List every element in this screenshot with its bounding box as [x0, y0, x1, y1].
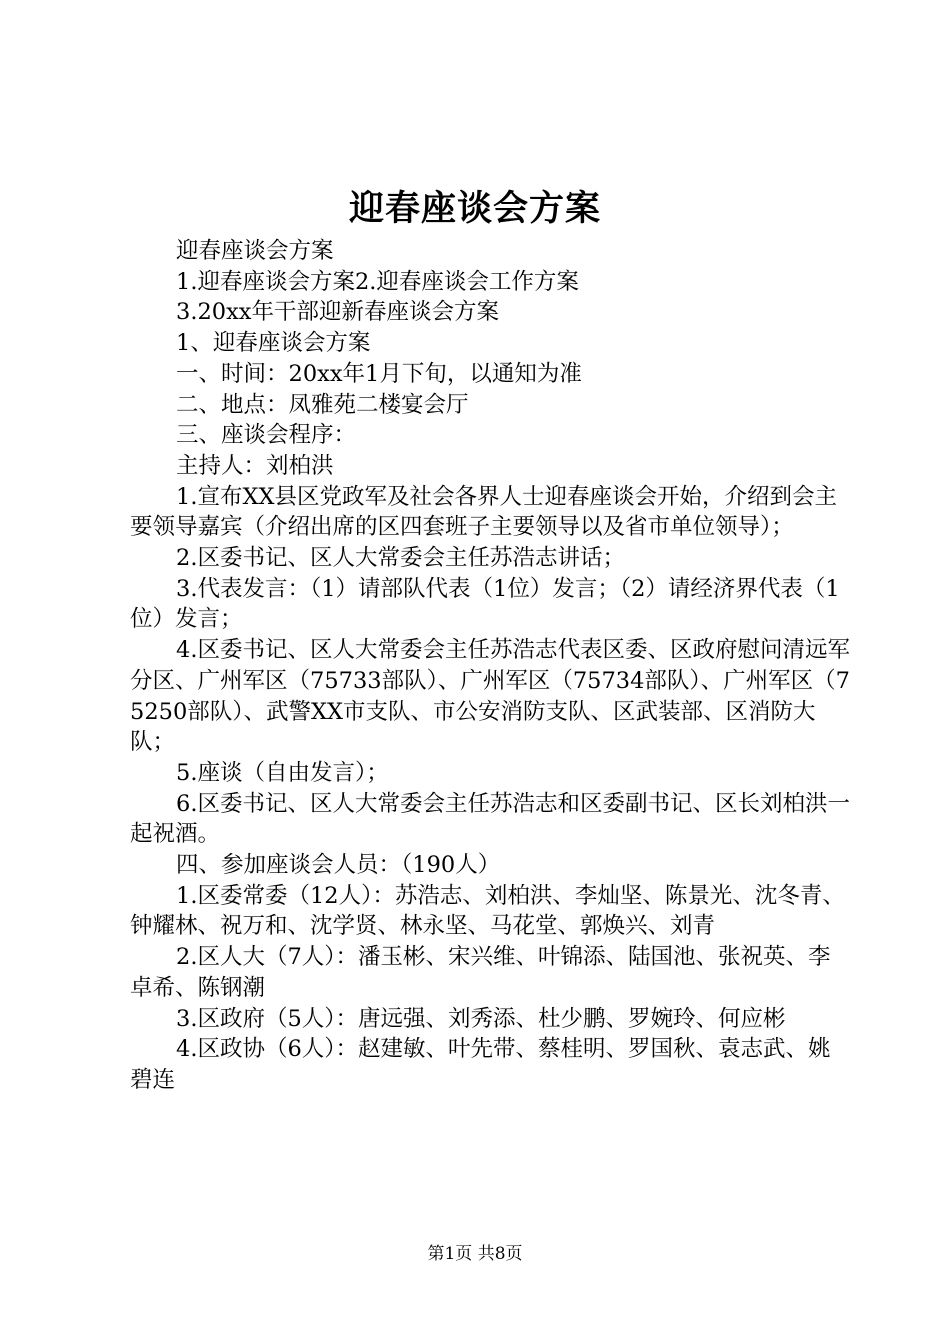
document-title: 迎春座谈会方案: [348, 188, 601, 229]
paragraph: 3.区政府（5人）：唐远强、刘秀添、杜少鹏、罗婉玲、何应彬: [176, 1005, 786, 1032]
paragraph: 二、地点：凤雅苑二楼宴会厅: [176, 391, 469, 418]
paragraph: 5.座谈（自由发言）；: [176, 759, 389, 786]
paragraph: 6.区委书记、区人大常委会主任苏浩志和区委副书记、区长刘柏洪一起祝酒。: [130, 790, 850, 848]
paragraph: 4.区委书记、区人大常委会主任苏浩志代表区委、区政府慰问清远军分区、广州军区（75733部队）、广州军区（75734部队）、广州军区（75250部队）、武警XX市支队、市公安消防支队、区武装部、区消防大队；: [130, 637, 850, 756]
paragraph: 3.20xx年干部迎新春座谈会方案: [176, 299, 499, 326]
paragraph: 4.区政协（6人）：赵建敏、叶先带、蔡桂明、罗国秋、袁志武、姚碧连: [130, 1036, 831, 1093]
paragraph: 3.代表发言：（1）请部队代表（1位）发言；（2）请经济界代表（1位）发言；: [130, 575, 840, 633]
paragraph: 迎春座谈会方案: [176, 238, 334, 264]
paragraph: 四、参加座谈会人员：（190人）: [176, 852, 501, 879]
paragraph: 1.宣布XX县区党政军及社会各界人士迎春座谈会开始，介绍到会主要领导嘉宾（介绍出席的区四套班子主要领导以及省市单位领导）；: [130, 483, 838, 541]
document-body: [130, 236, 850, 1096]
paragraph: 2.区委书记、区人大常委会主任苏浩志讲话；: [176, 545, 625, 572]
paragraph: 1.区委常委（12人）：苏浩志、刘柏洪、李灿坚、陈景光、沈冬青、钟耀林、祝万和、沈学贤、林永坚、马花堂、郭焕兴、刘青: [130, 882, 845, 940]
paragraph: 2.区人大（7人）：潘玉彬、宋兴维、叶锦添、陆国池、张祝英、李卓希、陈钢潮: [130, 944, 831, 1001]
paragraph: 一、时间：20xx年1月下旬，以通知为准: [176, 360, 582, 387]
page-footer: 第1页 共8页: [427, 1244, 523, 1264]
paragraph: 三、座谈会程序：: [176, 422, 357, 449]
paragraph: 主持人：刘柏洪: [176, 452, 334, 479]
paragraph: 1、迎春座谈会方案: [176, 330, 371, 357]
paragraph: 1.迎春座谈会方案2.迎春座谈会工作方案: [176, 268, 579, 295]
